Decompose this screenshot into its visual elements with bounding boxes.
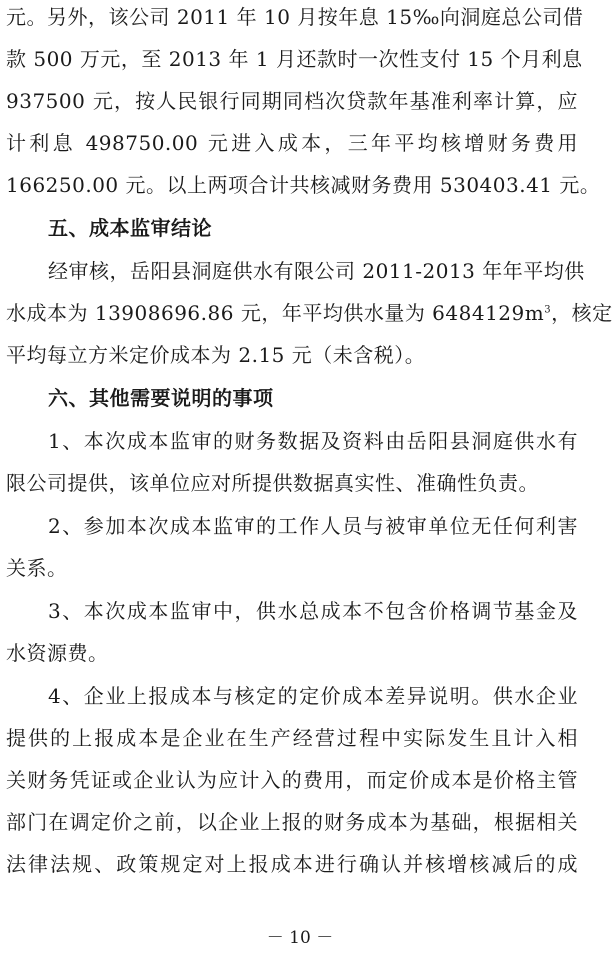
paragraph-line: 平均每立方米定价成本为 2.15 元（未含税）。 — [6, 343, 426, 367]
section-heading: 五、成本监审结论 — [48, 216, 212, 240]
paragraph-line: 1、本次成本监审的财务数据及资料由岳阳县洞庭供水有 — [48, 429, 578, 453]
paragraph-line: 计利息 498750.00 元进入成本，三年平均核增财务费用 — [6, 131, 578, 155]
paragraph-line: 关财务凭证或企业认为应计入的费用，而定价成本是价格主管 — [6, 768, 578, 792]
paragraph-line: 部门在调定价之前，以企业上报的财务成本为基础，根据相关 — [6, 810, 578, 834]
paragraph-line: 元。另外，该公司 2011 年 10 月按年息 15‰向洞庭总公司借 — [6, 5, 584, 29]
paragraph-line: 经审核，岳阳县洞庭供水有限公司 2011-2013 年年平均供 — [48, 259, 585, 283]
paragraph-line: 款 500 万元，至 2013 年 1 月还款时一次性支付 15 个月利息 — [6, 47, 583, 71]
paragraph-line: 提供的上报成本是企业在生产经营过程中实际发生且计入相 — [6, 726, 578, 750]
superscript-exponent: 3 — [544, 304, 552, 316]
paragraph-line: 937500 元，按人民银行同期同档次贷款年基准利率计算，应 — [6, 89, 578, 113]
paragraph-line — [6, 298, 613, 328]
paragraph-line: 2、参加本次成本监审的工作人员与被审单位无任何利害 — [48, 514, 578, 538]
section-heading: 六、其他需要说明的事项 — [48, 386, 274, 410]
paragraph-line: 限公司提供，该单位应对所提供数据真实性、准确性负责。 — [6, 471, 539, 495]
page-number: － 10 － — [266, 928, 334, 948]
paragraph-line: 4、企业上报成本与核定的定价成本差异说明。供水企业 — [48, 684, 578, 708]
line-text: 水成本为 13908696.86 元，年平均供水量为 6484129m — [6, 301, 545, 325]
paragraph-line: 关系。 — [6, 556, 68, 580]
paragraph-line: 3、本次成本监审中，供水总成本不包含价格调节基金及 — [48, 599, 578, 623]
paragraph-line: 水资源费。 — [6, 641, 109, 665]
line-text: ，核定 — [551, 301, 613, 325]
paragraph-line: 166250.00 元。以上两项合计共核减财务费用 530403.41 元。 — [6, 173, 601, 197]
paragraph-line: 法律法规、政策规定对上报成本进行确认并核增核减后的成 — [6, 852, 578, 876]
